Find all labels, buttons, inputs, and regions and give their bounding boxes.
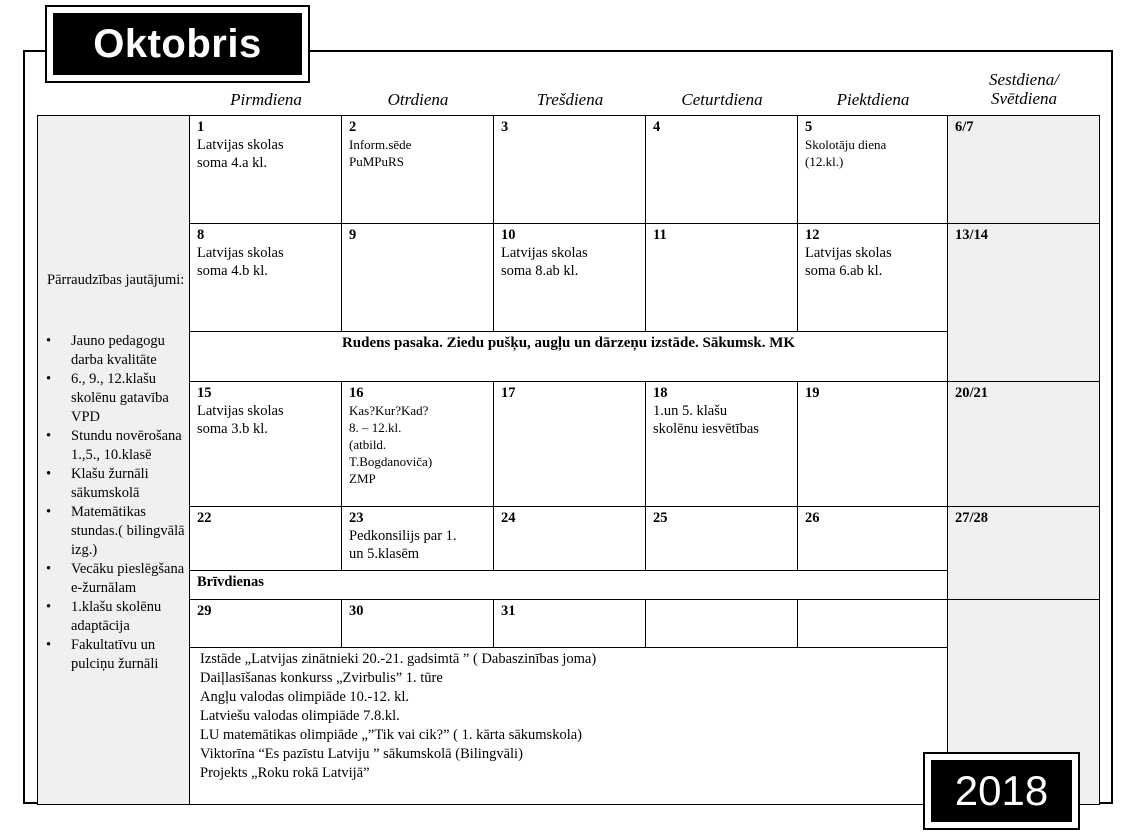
weekend-cell-6-7 [947,115,1100,224]
day-number: 23 [349,510,364,526]
autumn-exhibition-banner: Rudens pasaka. Ziedu pušķu, augļu un dārzeņu izstāde. Sākumsk. MK [189,331,948,382]
day-number: 22 [197,510,212,526]
day-number: 15 [197,385,212,401]
day-cell-8 [189,223,342,332]
day-number: 8 [197,227,205,243]
day-event: Kas?Kur?Kad? [349,403,429,418]
day-cell-12 [797,223,948,332]
day-cell-24 [493,506,646,571]
year-box [923,752,1080,830]
day-number: 17 [501,385,516,401]
list-item: • Jauno pedagogu darba kvalitāte [46,332,194,370]
header-sunday: Svētdiena [990,89,1058,108]
header-weekend [948,70,1100,108]
day-cell-10 [493,223,646,332]
weekend-cell-27-28 [947,506,1100,600]
day-event: (atbild. [349,437,387,452]
list-item: • Vecāku pieslēgšana e-žurnālam [46,560,194,598]
day-event: soma 8.ab kl. [501,263,579,279]
day-cell-15 [189,381,342,507]
day-number: 24 [501,510,516,526]
year-label: 2018 [931,760,1072,822]
day-number: 25 [653,510,668,526]
day-cell-4 [645,115,798,224]
day-cell-3 [493,115,646,224]
day-cell-30 [341,599,494,648]
day-number: 4 [653,119,661,135]
day-number: 16 [349,385,364,401]
list-item: • Klašu žurnāli sākumskolā [46,465,194,503]
day-cell-22 [189,506,342,571]
day-event: soma 6.ab kl. [805,263,883,279]
day-event: skolēnu iesvētības [653,421,759,437]
day-event: un 5.klasēm [349,546,420,562]
header-saturday: Sestdiena/ [989,70,1059,89]
day-cell-17 [493,381,646,507]
day-cell-empty [797,599,948,648]
event-line: Daiļlasīšanas konkurss „Zvirbulis” 1. tūre [200,670,443,686]
day-event: Latvijas skolas [197,245,284,261]
day-number: 29 [197,603,212,619]
day-event: soma 4.a kl. [197,155,268,171]
day-number: 19 [805,385,820,401]
supervision-panel [37,115,190,805]
supervision-title: Pārraudzības jautājumi: [47,272,185,288]
weekend-cell-20-21 [947,381,1100,507]
day-event: Skolotāju diena [805,137,887,152]
event-line: Viktorīna “Es pazīstu Latviju ” sākumskolā (Bilingvāli) [200,746,523,762]
month-title-box [45,5,310,83]
day-event: Latvijas skolas [197,137,284,153]
day-cell-1 [189,115,342,224]
day-cell-19 [797,381,948,507]
list-item: • 1.klašu skolēnu adaptācija [46,598,194,636]
day-number: 20/21 [955,385,989,401]
day-event: soma 3.b kl. [197,421,268,437]
day-cell-16 [341,381,494,507]
day-number: 10 [501,227,516,243]
header-wednesday: Trešdiena [536,90,604,109]
day-number: 18 [653,385,668,401]
day-cell-empty [645,599,798,648]
event-line: Projekts „Roku rokā Latvijā” [200,765,370,781]
day-cell-29 [189,599,342,648]
day-number: 26 [805,510,820,526]
day-cell-2 [341,115,494,224]
day-event: Latvijas skolas [197,403,284,419]
day-event: 1.un 5. klašu [653,403,728,419]
day-number: 31 [501,603,516,619]
day-number: 13/14 [955,227,989,243]
day-event: PuMPuRS [349,154,404,169]
day-number: 2 [349,119,357,135]
header-friday: Piektdiena [836,90,910,109]
day-cell-18 [645,381,798,507]
month-events-box [189,647,948,805]
list-item: • Fakultatīvu un pulciņu žurnāli [46,636,194,674]
day-event: Inform.sēde [349,137,412,152]
event-line: Angļu valodas olimpiāde 10.-12. kl. [200,689,410,705]
list-item: • Matemātikas stundas.( bilingvālā izg.) [46,503,194,560]
day-cell-23 [341,506,494,571]
day-cell-31 [493,599,646,648]
day-number: 9 [349,227,357,243]
day-cell-11 [645,223,798,332]
day-cell-25 [645,506,798,571]
event-line: Latviešu valodas olimpiāde 7.8.kl. [200,708,400,724]
list-item: • 6., 9., 12.klašu skolēnu gatavība VPD [46,370,194,427]
day-number: 27/28 [955,510,989,526]
day-number: 5 [805,119,813,135]
month-title: Oktobris [53,13,302,75]
supervision-list [46,332,194,674]
day-event: ZMP [349,471,376,486]
day-number: 30 [349,603,364,619]
list-item: • Stundu novērošana 1.,5., 10.klasē [46,427,194,465]
day-event: Pedkonsilijs par 1. [349,528,457,544]
day-number: 1 [197,119,205,135]
event-line: LU matemātikas olimpiāde „”Tik vai cik?” ( 1. kārta sākumskola) [200,727,582,743]
day-event: Latvijas skolas [805,245,892,261]
header-monday: Pirmdiena [230,90,302,109]
weekend-cell-13-14 [947,223,1100,382]
day-cell-9 [341,223,494,332]
day-cell-5 [797,115,948,224]
day-event: T.Bogdanoviča) [349,454,433,469]
day-event: 8. – 12.kl. [349,420,402,435]
day-cell-26 [797,506,948,571]
day-event: Latvijas skolas [501,245,588,261]
calendar-grid [37,115,1100,805]
header-thursday: Ceturtdiena [681,90,763,109]
day-number: 11 [653,227,667,243]
day-number: 3 [501,119,509,135]
day-event: (12.kl.) [805,154,844,169]
day-event: soma 4.b kl. [197,263,268,279]
day-number: 6/7 [955,119,974,135]
day-number: 12 [805,227,820,243]
event-line: Izstāde „Latvijas zinātnieki 20.-21. gadsimtā ” ( Dabaszinības joma) [200,651,597,667]
holiday-bar: Brīvdienas [189,570,948,600]
header-tuesday: Otrdiena [387,90,449,109]
